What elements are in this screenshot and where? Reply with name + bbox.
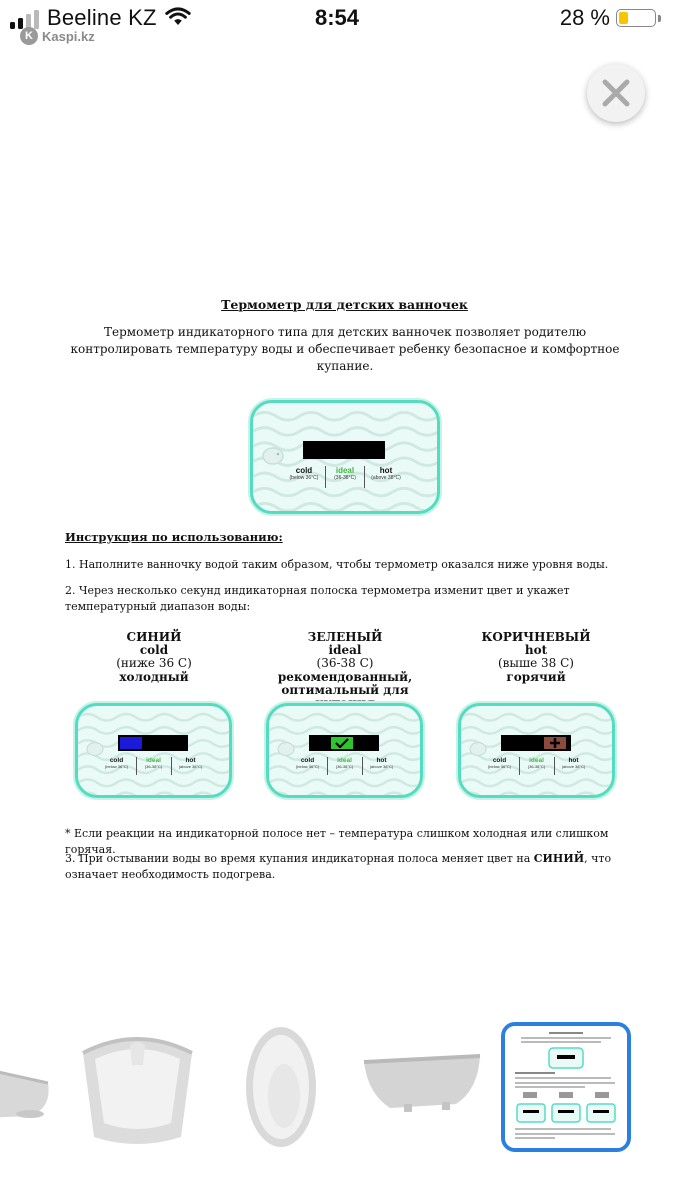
temperature-labels	[96, 757, 211, 775]
instruction-step-3	[65, 851, 625, 882]
product-thumbnail[interactable]	[244, 1024, 318, 1150]
column-green-label	[245, 631, 445, 710]
instruction-step-2: 2. Через несколько секунд индикаторная полоска термометра изменит цвет и укажет температурный диапазон воды:	[65, 584, 570, 613]
thermometer-illustration	[250, 400, 440, 514]
fish-icon	[467, 740, 487, 758]
indicator-swatch	[120, 737, 142, 749]
product-thumbnail[interactable]	[360, 1050, 486, 1120]
clock: 8:54	[314, 5, 360, 30]
product-thumbnail-selected[interactable]	[501, 1022, 631, 1152]
plus-icon	[550, 738, 560, 748]
column-blue-label	[54, 631, 254, 684]
step3-text: 3. При остывании воды во время купания индикаторная полоса меняет цвет на	[65, 852, 534, 865]
column-desc: рекомендованный, оптимальный для	[277, 669, 413, 697]
check-icon	[335, 738, 349, 748]
label-ideal: ideal (36-38°C)	[144, 757, 163, 769]
battery-level	[619, 12, 628, 24]
bathtub-image	[244, 1024, 318, 1150]
temperature-labels	[283, 466, 407, 488]
column-color-name: КОРИЧНЕВЫЙ	[481, 630, 591, 644]
label-hot: hot (above 38°C)	[371, 466, 401, 481]
thermometer-ideal-example	[266, 703, 423, 798]
instruction-sheet-preview	[505, 1026, 627, 1148]
thermometer-cold-example	[75, 703, 232, 798]
kaspi-logo-icon: K	[20, 27, 38, 45]
close-button[interactable]	[587, 64, 645, 122]
column-desc: холодный	[119, 669, 189, 684]
label-cold: cold (below 36°C)	[289, 466, 319, 481]
label-cold: cold (below 36°C)	[295, 757, 320, 769]
bathtub-image	[75, 1025, 200, 1151]
label-cold: cold (below 36°C)	[104, 757, 129, 769]
back-app-label: Kaspi.kz	[42, 28, 95, 44]
column-range: (36-38 С)	[316, 656, 374, 671]
document-title: Термометр для детских ванночек	[221, 297, 468, 312]
column-english: cold	[139, 643, 169, 658]
column-color-name: ЗЕЛЕНЫЙ	[307, 630, 383, 644]
back-to-app-link[interactable]	[20, 27, 95, 45]
close-icon	[601, 78, 631, 108]
document-intro: Термометр индикаторного типа для детских ванночек позволяет родителю контролировать температуру воды и обеспечивает ребенку безопасное и комфортное купание.	[70, 325, 620, 373]
step3-bold: СИНИЙ	[533, 852, 585, 865]
label-hot: hot (above 38°C)	[561, 757, 586, 769]
label-cold: cold (below 36°C)	[487, 757, 512, 769]
status-bar	[0, 0, 674, 50]
temperature-labels	[479, 757, 594, 775]
product-thumbnail[interactable]	[75, 1025, 200, 1151]
instruction-step-1: 1. Наполните ванночку водой таким образом, чтобы термометр оказался ниже уровня воды.	[65, 558, 609, 571]
battery-icon	[616, 9, 656, 27]
column-range: (ниже 36 С)	[116, 656, 192, 671]
column-desc: горячий	[506, 669, 566, 684]
label-ideal: ideal (36-38°C)	[334, 466, 356, 481]
thermometer-hot-example	[458, 703, 615, 798]
column-range: (выше 38 С)	[497, 656, 574, 671]
indicator-strip	[303, 441, 385, 459]
label-ideal: ideal (36-38°C)	[527, 757, 546, 769]
battery-percentage: 28 %	[559, 5, 610, 30]
column-brown-label	[436, 631, 636, 684]
column-english: ideal	[328, 643, 362, 658]
battery-tip	[658, 15, 661, 22]
fish-icon	[84, 740, 104, 758]
bathtub-image	[0, 1028, 52, 1128]
carrier-name: Beeline KZ	[47, 5, 157, 30]
instructions-heading: Инструкция по использованию:	[65, 530, 283, 544]
column-color-name: СИНИЙ	[126, 630, 182, 644]
step3-text-end: , что означает необходимость подогрева.	[65, 852, 612, 881]
label-ideal: ideal (36-38°C)	[335, 757, 354, 769]
label-hot: hot (above 38°C)	[178, 757, 203, 769]
note-no-reaction: * Если реакции на индикаторной полосе нет – температура слишком холодная или слишком горячая.	[65, 827, 609, 856]
bathtub-image	[360, 1050, 486, 1120]
indicator-swatch	[544, 737, 566, 749]
fish-icon	[275, 740, 295, 758]
fish-icon	[259, 445, 285, 467]
label-hot: hot (above 38°C)	[369, 757, 394, 769]
temperature-labels	[287, 757, 402, 775]
column-english: hot	[524, 643, 548, 658]
product-thumbnail[interactable]	[0, 1028, 52, 1128]
indicator-swatch	[331, 737, 353, 749]
